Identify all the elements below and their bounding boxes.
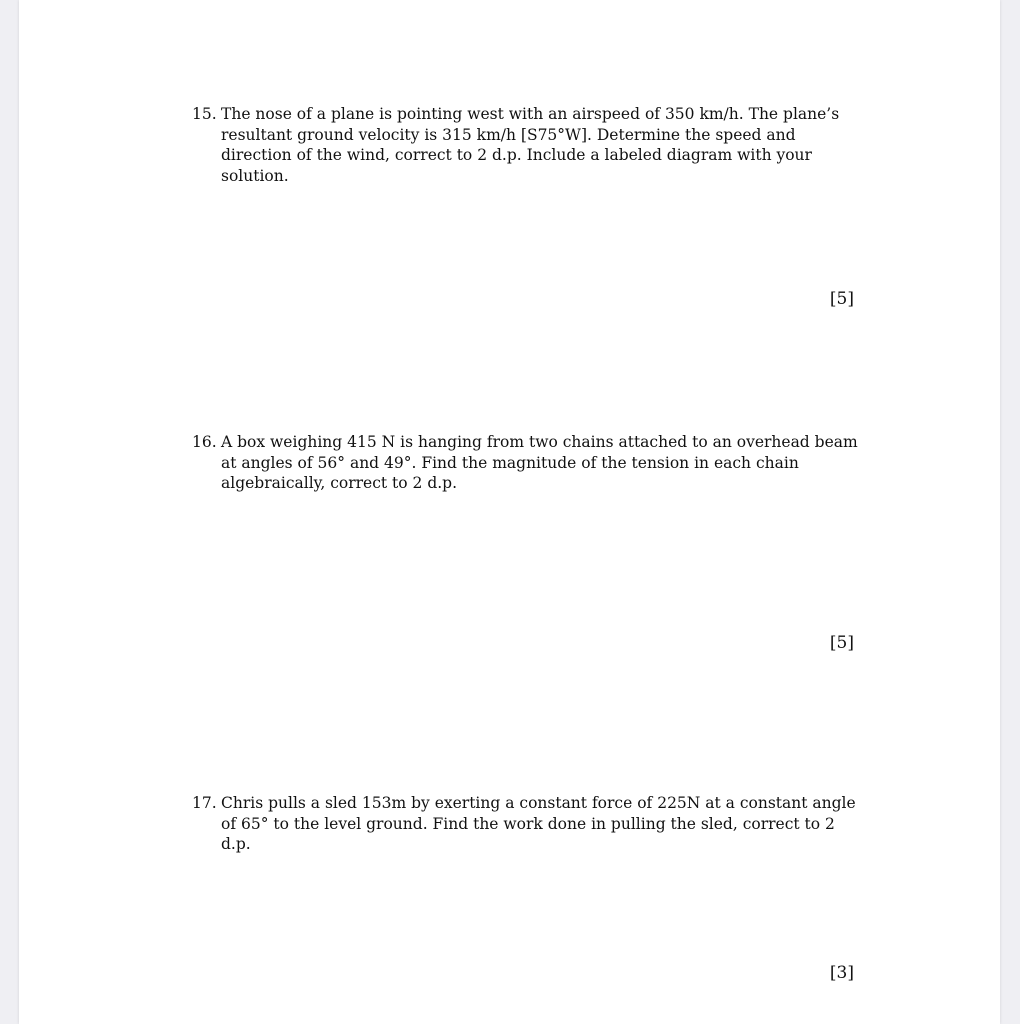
question-text: Chris pulls a sled 153m by exerting a constant force of 225N at a constant angle of 65° to the level ground. Find the work done in pulling the sled, correct to 2 d.p. (221, 794, 856, 853)
question-number: 17. (192, 794, 217, 812)
question-text: The nose of a plane is pointing west with an airspeed of 350 km/h. The plane’s resultant ground velocity is 315 km/h [S75°W]. Determine the speed and direction of the wind, correct to 2 d.p. Include a labeled diagram with your solution. (221, 105, 840, 185)
question-17-marks: [3] (829, 963, 854, 983)
document-page (19, 0, 1000, 1024)
question-text: A box weighing 415 N is hanging from two chains attached to an overhead beam at angles of 56° and 49°. Find the magnitude of the tension in each chain algebraically, correct to 2 d.p. (221, 433, 858, 492)
question-number: 16. (192, 433, 217, 451)
question-number: 15. (192, 105, 217, 123)
question-16 (192, 432, 862, 494)
question-16-marks: [5] (829, 633, 854, 653)
question-17 (192, 793, 862, 855)
question-15 (192, 104, 862, 186)
question-15-marks: [5] (829, 289, 854, 309)
